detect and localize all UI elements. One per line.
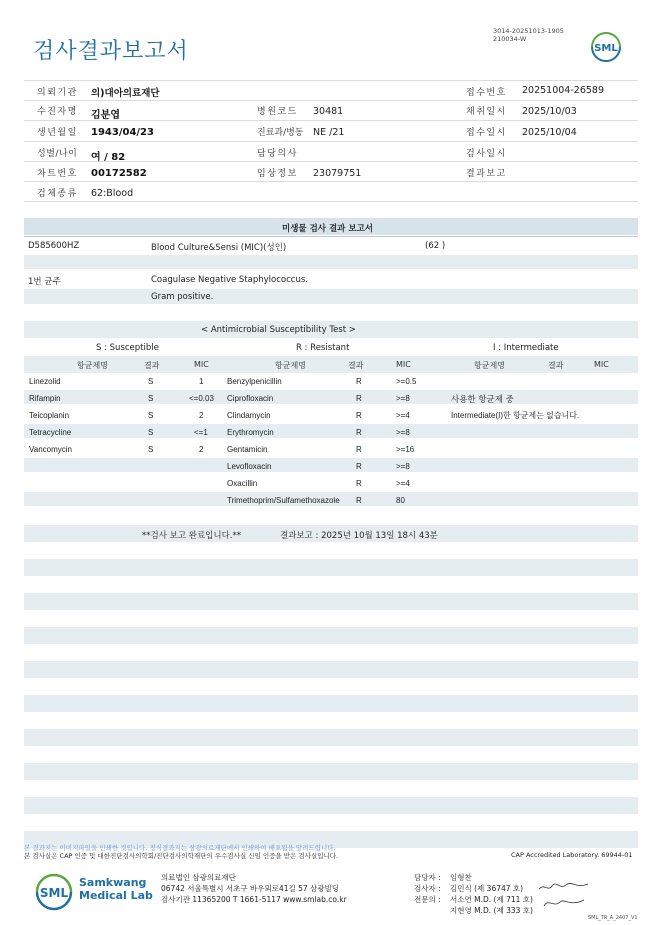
sex-age-value: 여 / 82: [91, 152, 126, 163]
col-drug-i: 항균제명: [474, 361, 505, 370]
svg-text:SML: SML: [39, 886, 69, 900]
r-result: R: [356, 462, 362, 471]
test-code: D585600HZ: [28, 241, 80, 251]
staff-examiner: 김민식 (제 36747 호): [450, 884, 524, 893]
r-mic: >=4: [396, 411, 410, 420]
company-name-line1: Samkwang: [79, 876, 147, 889]
empty-band: [24, 559, 638, 576]
r-mic: >=0.5: [396, 377, 417, 386]
r-mic: >=16: [396, 445, 415, 454]
doctor-label: 담당의사: [257, 149, 298, 159]
divider: [24, 236, 638, 237]
divider: [24, 100, 638, 101]
form-code: SML_TR_A_2407_V1: [588, 915, 638, 921]
empty-band: [24, 695, 638, 712]
empty-band: [24, 729, 638, 746]
organism-name: Coagulase Negative Staphylococcus.: [151, 275, 308, 285]
r-result: R: [356, 411, 362, 420]
intermediate-note-1: 사용한 항균제 중: [451, 395, 514, 405]
group-susceptible: S : Susceptible: [96, 343, 159, 353]
receipt-date-label: 접수일시: [466, 128, 507, 138]
document-id-line1: 3014-20251013-1905: [493, 27, 564, 35]
organism-gram: Gram positive.: [151, 292, 214, 302]
patient-value: 김분엽: [91, 110, 120, 121]
dept-value: NE /21: [313, 127, 345, 138]
org-info: [161, 872, 347, 905]
staff-labels: [414, 872, 441, 905]
dob-value: 1943/04/23: [91, 127, 154, 138]
row-band: [24, 424, 638, 438]
dob-label: 생년월일: [37, 128, 78, 138]
row-band: [24, 255, 638, 269]
organism-label: 1번 균주: [28, 277, 61, 287]
divider: [24, 141, 638, 142]
dept-label: 진료과/병동: [257, 128, 304, 138]
chart-no-label: 차트번호: [37, 169, 78, 179]
receipt-no-value: 20251004-26589: [522, 85, 605, 96]
ast-title: < Antimicrobial Susceptibility Test >: [201, 325, 356, 335]
company-name: [79, 876, 153, 902]
test-number: (62 ): [425, 241, 446, 251]
chart-no-value: 00172582: [91, 168, 147, 179]
row-band: [24, 458, 638, 472]
r-drug: Trimethoprim/Sulfamethoxazole: [227, 496, 340, 505]
r-drug: Erythromycin: [227, 428, 274, 437]
receipt-no-label: 접수번호: [466, 88, 507, 98]
col-mic-s: MIC: [194, 360, 209, 369]
report-complete-text: **검사 보고 완료입니다.**: [142, 531, 242, 541]
r-mic: >=4: [396, 479, 410, 488]
r-result: R: [356, 496, 362, 505]
print-notice: 본 결과지는 이미지파일을 인쇄한 것입니다. 정식결과지는 삼광의료재단에서 인쇄하여 배포됨을 알려드립니다.: [24, 844, 336, 852]
staff-label: 전문의 :: [414, 895, 441, 904]
sml-footer-logo: [33, 873, 75, 911]
r-result: R: [356, 428, 362, 437]
col-result-r: 결과: [348, 361, 364, 370]
clinical-info-value: 23079751: [313, 168, 362, 179]
staff-manager: 임형찬: [450, 873, 472, 882]
intermediate-note-2: Intermediate(I)한 항균제는 없습니다.: [451, 411, 580, 420]
divider: [24, 201, 638, 202]
empty-band: [24, 797, 638, 814]
exam-date-label: 검사일시: [466, 149, 507, 159]
accreditation-notice: 본 검사실은 CAP 인증 및 대한진단검사의학회/진단검사의학재단의 우수검사실 신임 인증을 받은 검사실입니다.: [24, 852, 339, 860]
col-mic-r: MIC: [396, 360, 411, 369]
col-drug-r: 항균제명: [275, 361, 306, 370]
divider: [24, 181, 638, 182]
column-header-band: [24, 356, 638, 373]
row-band: [24, 390, 638, 404]
micro-section-title: 미생물 검사 결과 보고서: [282, 224, 373, 234]
company-name-line2: Medical Lab: [79, 889, 153, 902]
group-resistant: R : Resistant: [296, 343, 350, 353]
divider: [24, 80, 638, 81]
s-mic: 1: [199, 377, 204, 386]
s-result: S: [148, 445, 154, 454]
institution-label: 의뢰기관: [37, 88, 78, 98]
document-id-line2: 210034-W: [493, 35, 527, 43]
r-result: R: [356, 445, 362, 454]
r-result: R: [356, 479, 362, 488]
r-drug: Ciprofloxacin: [227, 394, 274, 403]
sex-age-label: 성별/나이: [37, 149, 78, 159]
empty-band: [24, 627, 638, 644]
s-result: S: [148, 394, 154, 403]
r-result: R: [356, 377, 362, 386]
s-result: S: [148, 377, 154, 386]
s-mic: 2: [199, 411, 204, 420]
test-name: Blood Culture&Sensi (MIC)(성인): [151, 243, 287, 253]
s-mic: 2: [199, 445, 204, 454]
r-drug: Benzylpenicillin: [227, 377, 282, 386]
patient-label: 수진자명: [37, 107, 78, 117]
staff-specialist: 서소연 M.D. (제 711 호): [450, 895, 533, 904]
hospital-code-value: 30481: [313, 106, 344, 117]
report-time: 결과보고 : 2025년 10월 13일 18시 43분: [280, 531, 438, 541]
col-mic-i: MIC: [594, 360, 609, 369]
s-mic: <=1: [194, 428, 208, 437]
s-result: S: [148, 428, 154, 437]
empty-band: [24, 763, 638, 780]
clinical-info-label: 임상정보: [257, 169, 298, 179]
r-drug: Levofloxacin: [227, 462, 272, 471]
empty-band: [24, 661, 638, 678]
col-result-s: 결과: [144, 361, 160, 370]
hospital-code-label: 병원코드: [257, 107, 298, 117]
s-result: S: [148, 411, 154, 420]
signatures: [536, 880, 592, 912]
r-mic: >=8: [396, 394, 410, 403]
s-drug: Vancomycin: [29, 445, 72, 454]
svg-text:SML: SML: [594, 43, 618, 54]
org-contact: 검사기관 11365200 T 1661-5117 www.smlab.co.kr: [161, 895, 347, 904]
r-drug: Clindamycin: [227, 411, 271, 420]
staff-label: 검사자 :: [414, 884, 441, 893]
empty-band: [24, 593, 638, 610]
staff-values: [450, 872, 533, 916]
report-label: 결과보고: [466, 169, 507, 179]
r-drug: Oxacillin: [227, 479, 258, 488]
specimen-label: 검체종류: [37, 189, 78, 199]
institution-value: 의)대아의료재단: [91, 88, 160, 99]
s-mic: <=0.03: [189, 394, 214, 403]
collect-date-value: 2025/10/03: [522, 106, 577, 117]
org-address: 06742 서울특별시 서초구 바우뫼로41길 57 삼광빌딩: [161, 884, 340, 893]
group-intermediate: I : Intermediate: [493, 343, 559, 353]
staff-specialist: 지현영 M.D. (제 333 호): [450, 906, 533, 915]
specimen-value: 62:Blood: [91, 188, 134, 199]
org-name: 의료법인 삼광의료재단: [161, 873, 236, 882]
r-mic: 80: [396, 496, 405, 505]
cap-accreditation: CAP Accredited Laboratory. 69944-01: [511, 851, 633, 859]
report-title: 검사결과보고서: [33, 39, 189, 64]
col-result-i: 결과: [548, 361, 564, 370]
r-result: R: [356, 394, 362, 403]
s-drug: Teicoplanin: [29, 411, 70, 420]
col-drug-s: 항균제명: [77, 361, 108, 370]
r-mic: >=8: [396, 462, 410, 471]
row-band: [24, 289, 638, 304]
s-drug: Rifampin: [29, 394, 61, 403]
s-drug: Tetracycline: [29, 428, 72, 437]
sml-logo: [588, 30, 624, 64]
receipt-date-value: 2025/10/04: [522, 127, 577, 138]
s-drug: Linezolid: [29, 377, 61, 386]
collect-date-label: 채취일시: [466, 107, 507, 117]
r-drug: Gentamicin: [227, 445, 268, 454]
document-id: [493, 27, 564, 43]
staff-label: 담당자 :: [414, 873, 441, 882]
r-mic: >=8: [396, 428, 410, 437]
